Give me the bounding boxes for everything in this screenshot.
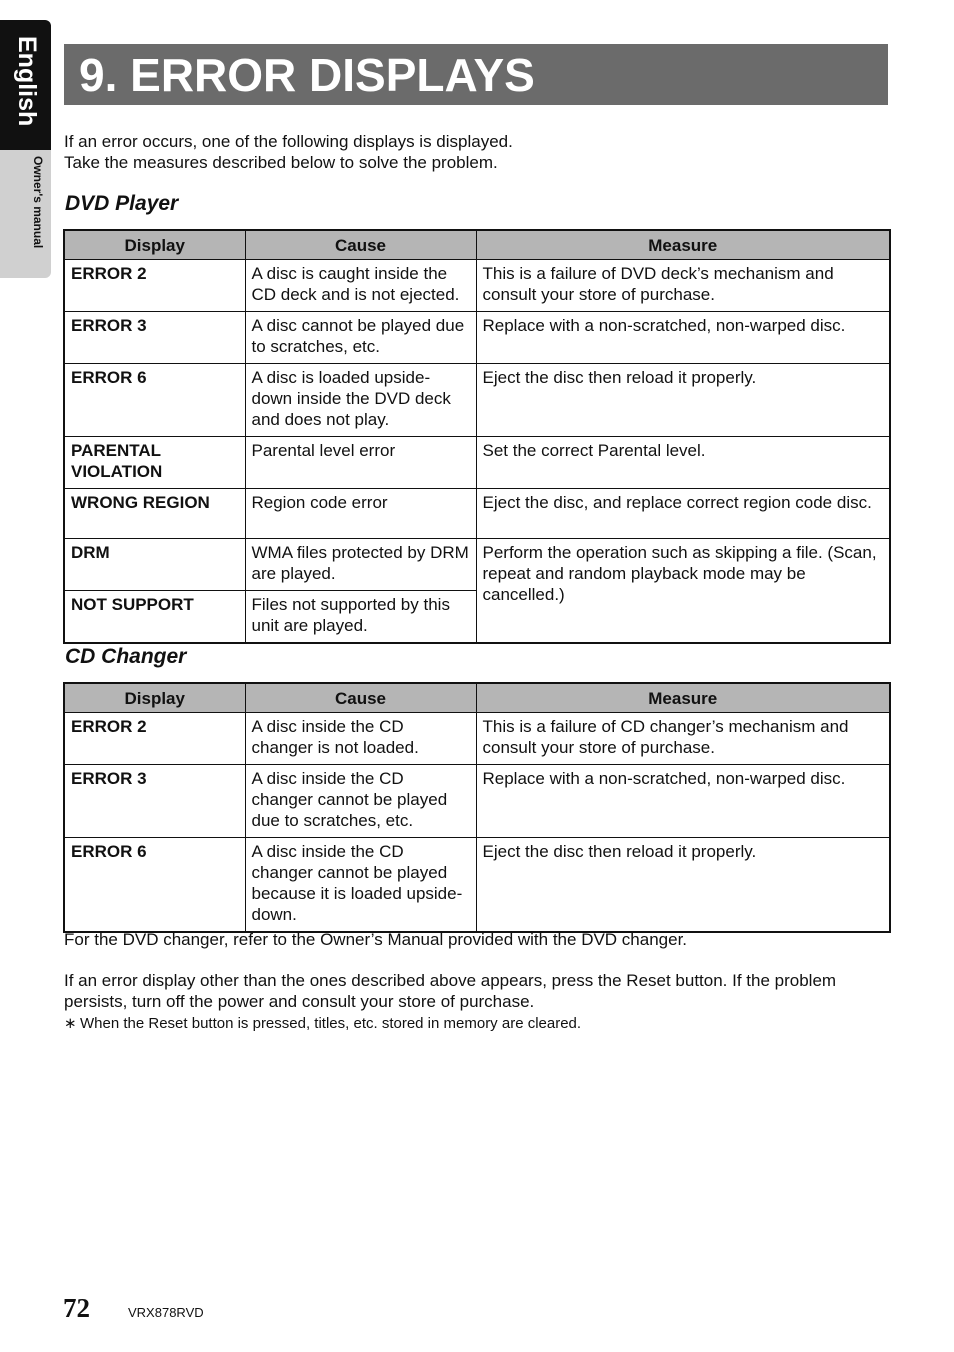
cause-cell: A disc inside the CD changer cannot be played due to scratches, etc. [245,765,476,838]
page-title: 9. ERROR DISPLAYS [79,49,535,101]
measure-cell: Eject the disc then reload it properly. [476,838,890,933]
measure-cell: Set the correct Parental level. [476,437,890,489]
display-cell: NOT SUPPORT [64,591,245,644]
reset-note-text: When the Reset button is pressed, titles, etc. stored in memory are cleared. [80,1015,582,1032]
cause-cell: Files not supported by this unit are played. [245,591,476,644]
measure-cell: This is a failure of CD changer’s mechanism and consult your store of purchase. [476,713,890,765]
table-row [64,838,890,933]
cd-error-table [63,682,891,933]
display-cell: ERROR 2 [64,713,245,765]
intro-line-1: If an error occurs, one of the following displays is displayed. [64,132,513,151]
cause-cell: A disc is caught inside the CD deck and is not ejected. [245,260,476,312]
display-cell: ERROR 3 [64,312,245,364]
dvd-section-heading: DVD Player [65,192,179,215]
display-cell: ERROR 2 [64,260,245,312]
language-label: English [13,36,41,127]
intro-line-2: Take the measures described below to solve the problem. [64,153,498,172]
table-header-row [64,230,890,260]
manual-label: Owner's manual [31,156,45,249]
column-header-display: Display [64,683,245,713]
display-cell: WRONG REGION [64,489,245,539]
cause-cell: A disc is loaded upside-down inside the DVD deck and does not play. [245,364,476,437]
display-cell: PARENTAL VIOLATION [64,437,245,489]
display-cell: ERROR 3 [64,765,245,838]
cause-cell: A disc cannot be played due to scratches, etc. [245,312,476,364]
table-row [64,312,890,364]
column-header-measure: Measure [476,230,890,260]
cause-cell: Region code error [245,489,476,539]
cause-cell: A disc inside the CD changer is not loaded. [245,713,476,765]
model-number: VRX878RVD [128,1305,204,1320]
table-row [64,260,890,312]
column-header-display: Display [64,230,245,260]
display-cell: ERROR 6 [64,838,245,933]
measure-cell: Eject the disc, and replace correct region code disc. [476,489,890,539]
measure-cell: Perform the operation such as skipping a file. (Scan, repeat and random playback mode may be cancelled.) [476,539,890,644]
cause-cell: A disc inside the CD changer cannot be played because it is loaded upside-down. [245,838,476,933]
column-header-cause: Cause [245,230,476,260]
table-row [64,489,890,539]
cd-section-heading: CD Changer [65,645,187,668]
reset-note [64,1014,581,1033]
display-cell: DRM [64,539,245,591]
measure-cell: Replace with a non-scratched, non-warped disc. [476,312,890,364]
table-row [64,539,890,591]
other-error-note: If an error display other than the ones described above appears, press the Reset button. If the problem persists, turn off the power and consult your store of purchase. [64,971,837,1011]
column-header-cause: Cause [245,683,476,713]
measure-cell: Eject the disc then reload it properly. [476,364,890,437]
dvd-error-table [63,229,891,644]
table-row [64,437,890,489]
intro-text [64,131,513,173]
table-row [64,765,890,838]
column-header-measure: Measure [476,683,890,713]
table-header-row [64,683,890,713]
measure-cell: Replace with a non-scratched, non-warped disc. [476,765,890,838]
table-row [64,713,890,765]
asterisk-mark: ∗ [64,1015,77,1032]
dvd-changer-note: For the DVD changer, refer to the Owner’s Manual provided with the DVD changer. [64,930,688,949]
page-number: 72 [63,1293,90,1323]
table-row [64,364,890,437]
measure-cell: This is a failure of DVD deck’s mechanism and consult your store of purchase. [476,260,890,312]
display-cell: ERROR 6 [64,364,245,437]
cause-cell: Parental level error [245,437,476,489]
cause-cell: WMA files protected by DRM are played. [245,539,476,591]
